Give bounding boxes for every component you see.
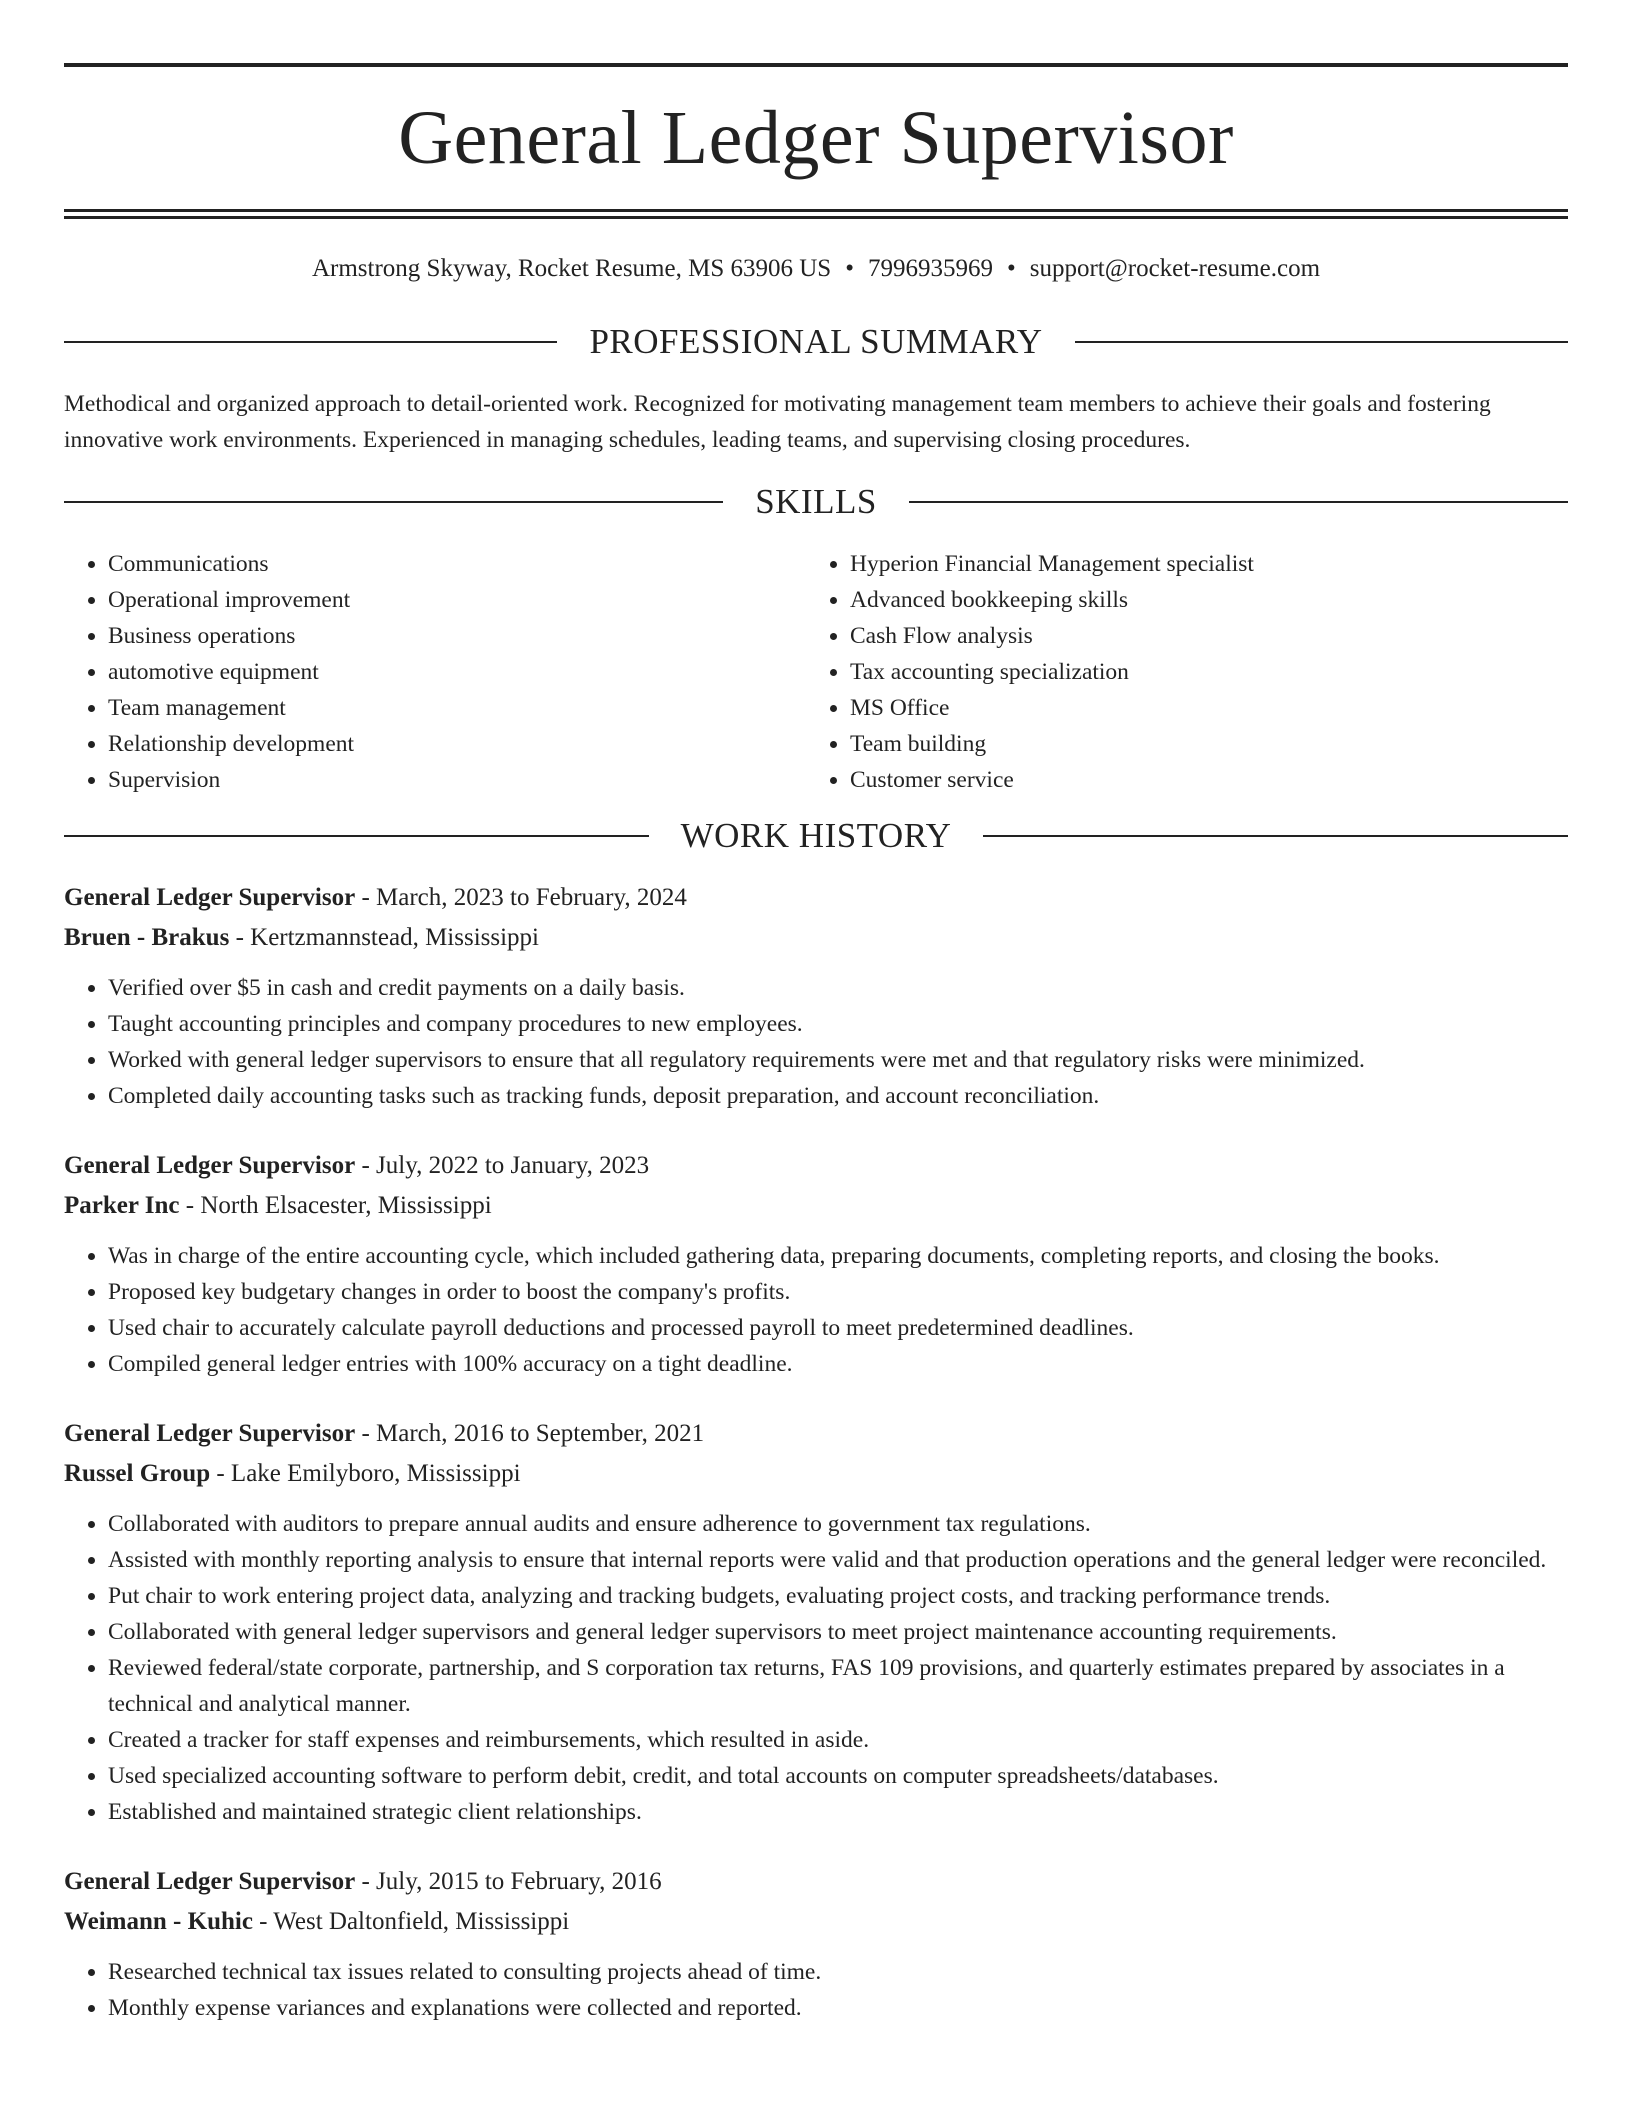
section-rule-left <box>64 341 557 343</box>
job-company-line <box>64 1902 1568 1942</box>
section-rule-left <box>64 835 649 837</box>
contact-separator: • <box>1006 255 1016 282</box>
job-bullet: • Established and maintained strategic client relationships. <box>108 1794 1568 1830</box>
contact-line <box>64 253 1568 285</box>
skill-item: • Cash Flow analysis <box>850 618 1548 654</box>
contact-separator: • <box>845 255 854 282</box>
job-bullet: • Completed daily accounting tasks such as tracking funds, deposit preparation, and account reconciliation. <box>108 1078 1568 1114</box>
job-title: General Ledger Supervisor <box>64 883 356 911</box>
skills-columns <box>64 546 1568 798</box>
job-bullet: • Monthly expense variances and explanations were collected and reported. <box>108 1990 1568 2026</box>
skill-item: • Business operations <box>108 618 806 654</box>
job-dates: - March, 2016 to September, 2021 <box>355 1419 705 1447</box>
job-bullets <box>64 1954 1568 2026</box>
section-title: SKILLS <box>755 481 877 521</box>
job-title: General Ledger Supervisor <box>64 1151 356 1179</box>
title-double-rule <box>64 209 1568 219</box>
job-bullet: • Put chair to work entering project data, analyzing and tracking budgets, evaluating project costs, and tracking performance trends. <box>108 1578 1568 1614</box>
job-bullets <box>64 970 1568 1114</box>
job-bullet: • Assisted with monthly reporting analysis to ensure that internal reports were valid and that production operations and the general ledger were reconciled. <box>108 1542 1568 1578</box>
section-header-summary <box>64 322 1568 362</box>
job-dates: - March, 2023 to February, 2024 <box>355 883 687 911</box>
job-location: - Lake Emilyboro, Mississippi <box>210 1459 521 1487</box>
job-bullet: • Created a tracker for staff expenses and reimbursements, which resulted in aside. <box>108 1722 1568 1758</box>
job-bullet: • Taught accounting principles and company procedures to new employees. <box>108 1006 1568 1042</box>
section-rule-right <box>909 501 1568 503</box>
contact-address: Armstrong Skyway, Rocket Resume, MS 63906 US <box>311 255 832 282</box>
job-bullet: • Collaborated with auditors to prepare annual audits and ensure adherence to government tax regulations. <box>108 1506 1568 1542</box>
skill-item: • Hyperion Financial Management specialist <box>850 546 1548 582</box>
job-location: - North Elsacester, Mississippi <box>179 1191 492 1219</box>
jobs-list <box>64 878 1568 2026</box>
job-bullet: • Reviewed federal/state corporate, partnership, and S corporation tax returns, FAS 109 provisions, and quarterly estimates prepared by associates in a technical and analytical manner. <box>108 1650 1568 1722</box>
skill-item: • Team management <box>108 690 806 726</box>
job-entry <box>64 878 1568 1114</box>
job-bullet: • Was in charge of the entire accounting cycle, which included gathering data, preparing documents, completing reports, and closing the books. <box>108 1238 1568 1274</box>
job-title: General Ledger Supervisor <box>64 1419 356 1447</box>
job-bullet: • Verified over $5 in cash and credit payments on a daily basis. <box>108 970 1568 1006</box>
job-title-line <box>64 1414 1568 1454</box>
job-bullet: • Proposed key budgetary changes in order to boost the company's profits. <box>108 1274 1568 1310</box>
resume-title: General Ledger Supervisor <box>398 96 1234 180</box>
job-bullet: • Compiled general ledger entries with 100% accuracy on a tight deadline. <box>108 1346 1568 1382</box>
job-bullet: • Researched technical tax issues related to consulting projects ahead of time. <box>108 1954 1568 1990</box>
job-company: Russel Group <box>64 1459 211 1487</box>
section-rule-right <box>983 835 1568 837</box>
job-company-line <box>64 918 1568 958</box>
job-entry <box>64 1146 1568 1382</box>
section-title: WORK HISTORY <box>680 815 952 855</box>
job-bullet: • Worked with general ledger supervisors to ensure that all regulatory requirements were met and that regulatory risks were minimized. <box>108 1042 1568 1078</box>
job-entry <box>64 1862 1568 2026</box>
top-rule <box>64 63 1568 67</box>
skills-list-right <box>806 546 1548 798</box>
skill-item: • Relationship development <box>108 726 806 762</box>
skill-item: • Tax accounting specialization <box>850 654 1548 690</box>
resume-page <box>64 0 1568 2026</box>
skill-item: • Customer service <box>850 762 1548 798</box>
skill-item: • Team building <box>850 726 1548 762</box>
job-location: - West Daltonfield, Mississippi <box>252 1907 570 1935</box>
job-title-line <box>64 1146 1568 1186</box>
job-company-line <box>64 1454 1568 1494</box>
job-bullets <box>64 1238 1568 1382</box>
job-bullet: • Used specialized accounting software to perform debit, credit, and total accounts on computer spreadsheets/databases. <box>108 1758 1568 1794</box>
skill-item: • Operational improvement <box>108 582 806 618</box>
job-title: General Ledger Supervisor <box>64 1867 356 1895</box>
section-rule-left <box>64 501 723 503</box>
skills-list-left <box>64 546 806 798</box>
skill-item: • MS Office <box>850 690 1548 726</box>
section-header-work-history <box>64 816 1568 856</box>
job-title-line <box>64 1862 1568 1902</box>
job-company: Parker Inc <box>64 1191 180 1219</box>
job-dates: - July, 2022 to January, 2023 <box>355 1151 650 1179</box>
job-company: Weimann - Kuhic <box>64 1907 253 1935</box>
skill-item: • Supervision <box>108 762 806 798</box>
skill-item: • Communications <box>108 546 806 582</box>
section-rule-right <box>1075 341 1568 343</box>
job-bullet: • Used chair to accurately calculate payroll deductions and processed payroll to meet predetermined deadlines. <box>108 1310 1568 1346</box>
job-bullets <box>64 1506 1568 1830</box>
contact-phone: 7996935969 <box>867 255 993 282</box>
job-dates: - July, 2015 to February, 2016 <box>355 1867 662 1895</box>
skill-item: • automotive equipment <box>108 654 806 690</box>
job-company-line <box>64 1186 1568 1226</box>
summary-text: Methodical and organized approach to detail-oriented work. Recognized for motivating management team members to achieve their goals and fostering innovative work environments. Experienced in managing schedules, leading teams, and supervising closing procedures. <box>64 391 1491 453</box>
job-bullet: • Collaborated with general ledger supervisors and general ledger supervisors to meet project maintenance accounting requirements. <box>108 1614 1568 1650</box>
section-title: PROFESSIONAL SUMMARY <box>589 322 1043 361</box>
job-entry <box>64 1414 1568 1830</box>
section-header-skills <box>64 482 1568 522</box>
contact-email: support@rocket-resume.com <box>1029 255 1321 282</box>
job-location: - Kertzmannstead, Mississippi <box>229 923 539 951</box>
job-title-line <box>64 878 1568 918</box>
skill-item: • Advanced bookkeeping skills <box>850 582 1548 618</box>
job-company: Bruen - Brakus <box>64 923 230 951</box>
